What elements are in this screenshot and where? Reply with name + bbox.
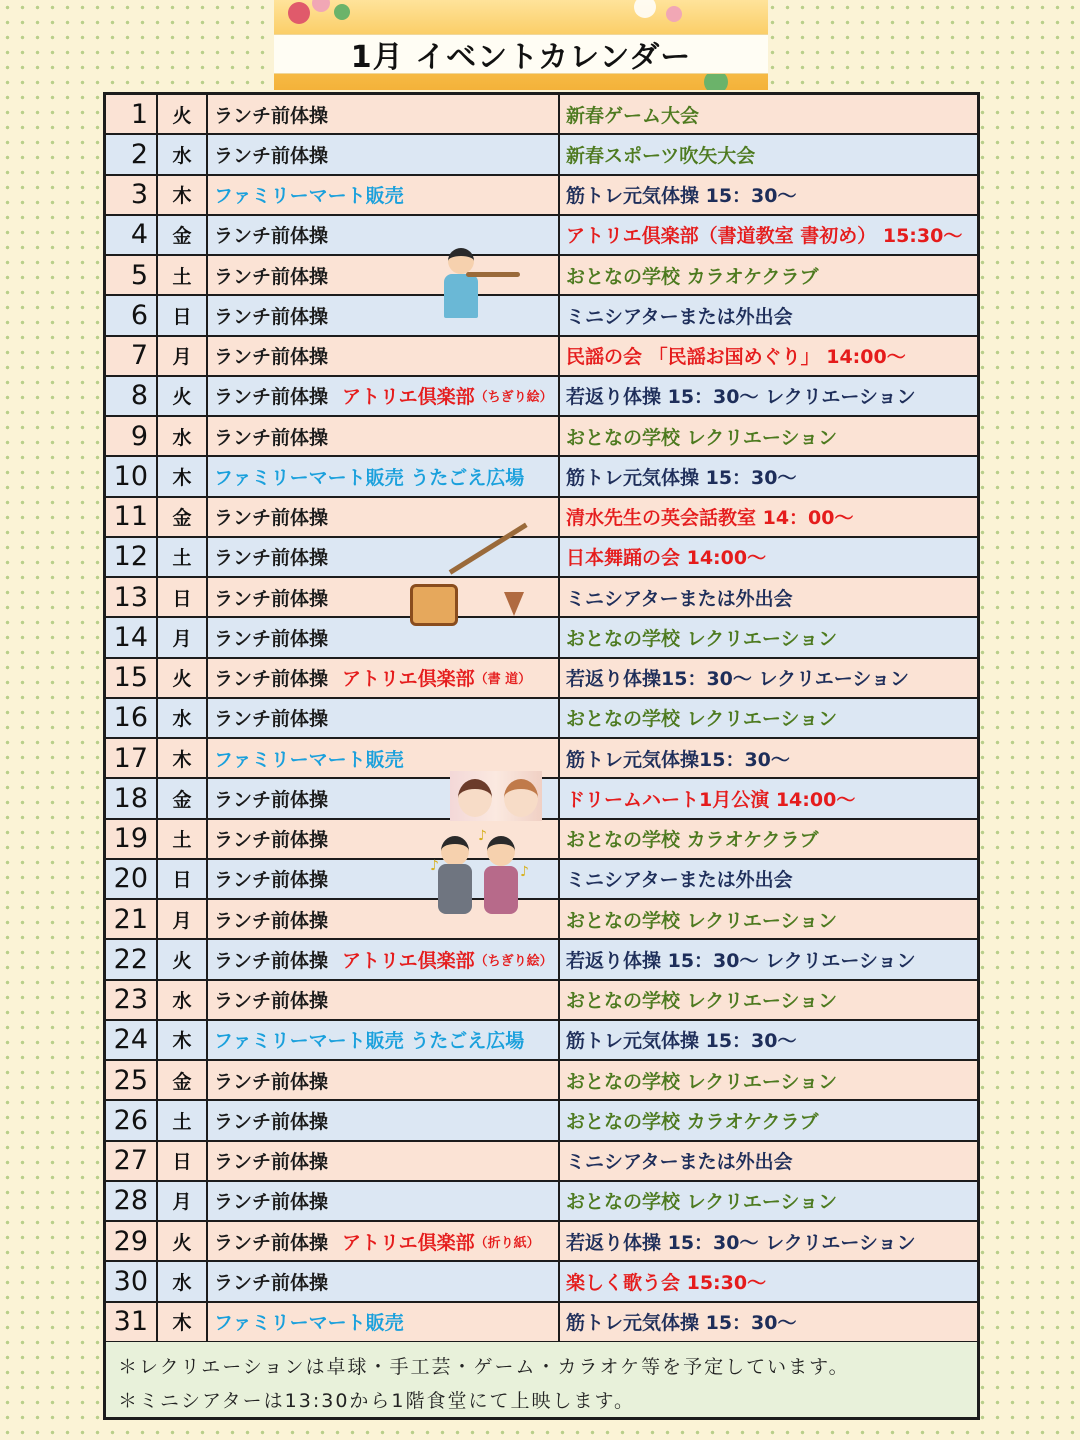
- calendar-row: [106, 1021, 977, 1061]
- afternoon-event: 新春ゲーム大会: [566, 104, 700, 127]
- weekday: 木: [158, 1021, 208, 1059]
- calendar-row: [106, 578, 977, 618]
- day-number: 22: [106, 940, 158, 978]
- morning-activity-label: ランチ前体操: [214, 668, 329, 691]
- day-number: 31: [106, 1303, 158, 1341]
- day-number: 10: [106, 457, 158, 495]
- afternoon-event: おとなの学校 レクリエーション: [566, 426, 838, 449]
- calendar-header: [274, 0, 768, 90]
- morning-activity-label: ランチ前体操: [214, 144, 329, 167]
- morning-activity: [208, 1142, 560, 1180]
- weekday: 水: [158, 1262, 208, 1300]
- day-number: 27: [106, 1142, 158, 1180]
- afternoon-event: ドリームハート1月公演 14:00～: [566, 788, 856, 811]
- musician-body: [444, 274, 478, 318]
- morning-activity-label: ランチ前体操: [214, 346, 329, 369]
- afternoon-event: ミニシアターまたは外出会: [566, 1151, 793, 1174]
- day-number: 29: [106, 1222, 158, 1260]
- calendar-row: [106, 820, 977, 860]
- weekday: 木: [158, 739, 208, 777]
- atelier-club-label: アトリエ倶楽部: [342, 386, 475, 409]
- shamisen-body: [410, 584, 458, 626]
- weekday: 火: [158, 659, 208, 697]
- atelier-club-label: アトリエ倶楽部: [342, 668, 475, 691]
- weekday: 火: [158, 377, 208, 415]
- calendar-row: [106, 618, 977, 658]
- morning-activity-label: ランチ前体操: [214, 1191, 329, 1214]
- performer-face: [504, 779, 538, 817]
- music-note-icon: ♪: [430, 858, 439, 874]
- morning-activity-label: ランチ前体操: [214, 708, 329, 731]
- singer-head: [441, 836, 469, 866]
- calendar-row: [106, 940, 977, 980]
- weekday: 日: [158, 296, 208, 334]
- calendar-row: [106, 296, 977, 336]
- day-number: 4: [106, 216, 158, 254]
- day-number: 11: [106, 498, 158, 536]
- day-number: 18: [106, 779, 158, 817]
- morning-activity-label: ファミリーマート販売 うたごえ広場: [214, 1030, 525, 1053]
- morning-activity-label: ファミリーマート販売 うたごえ広場: [214, 466, 525, 489]
- note-line: ＊ミニシアターは13:30から1階食堂にて上映します。: [118, 1390, 635, 1412]
- day-number: 8: [106, 377, 158, 415]
- calendar-row: [106, 538, 977, 578]
- afternoon-event: 筋トレ元気体操 15：30～: [566, 1030, 797, 1053]
- calendar-row: [106, 256, 977, 296]
- calendar-row: [106, 659, 977, 699]
- day-number: 25: [106, 1061, 158, 1099]
- morning-activity-label: ランチ前体操: [214, 507, 329, 530]
- day-number: 28: [106, 1182, 158, 1220]
- weekday: 火: [158, 940, 208, 978]
- morning-activity-label: ランチ前体操: [214, 305, 329, 328]
- weekday: 土: [158, 1101, 208, 1139]
- morning-activity-label: ランチ前体操: [214, 587, 329, 610]
- morning-activity: [208, 1303, 560, 1341]
- weekday: 月: [158, 337, 208, 375]
- weekday: 月: [158, 900, 208, 938]
- morning-activity-label: ランチ前体操: [214, 909, 329, 932]
- day-number: 16: [106, 699, 158, 737]
- weekday: 水: [158, 981, 208, 1019]
- morning-activity: [208, 377, 560, 415]
- day-number: 9: [106, 417, 158, 455]
- weekday: 木: [158, 176, 208, 214]
- calendar-row: [106, 900, 977, 940]
- calendar-row: [106, 1182, 977, 1222]
- calendar-row: [106, 1142, 977, 1182]
- weekday: 水: [158, 135, 208, 173]
- morning-activity: [208, 1262, 560, 1300]
- weekday: 火: [158, 95, 208, 133]
- day-number: 20: [106, 860, 158, 898]
- weekday: 火: [158, 1222, 208, 1260]
- morning-activity: [208, 176, 560, 214]
- atelier-club-detail: （ちぎり絵）: [474, 390, 553, 406]
- day-number: 24: [106, 1021, 158, 1059]
- morning-activity-label: ランチ前体操: [214, 426, 329, 449]
- weekday: 月: [158, 1182, 208, 1220]
- afternoon-event: 若返り体操 15：30～ レクリエーション: [566, 386, 916, 409]
- weekday: 金: [158, 216, 208, 254]
- flower-decoration: [634, 0, 656, 18]
- morning-activity: [208, 659, 560, 697]
- music-note-icon: ♪: [478, 828, 487, 844]
- afternoon-event: おとなの学校 レクリエーション: [566, 909, 838, 932]
- calendar-row: [106, 1101, 977, 1141]
- flower-decoration: [312, 0, 330, 12]
- day-number: 2: [106, 135, 158, 173]
- calendar-row: [106, 1222, 977, 1262]
- morning-activity: [208, 417, 560, 455]
- morning-activity: [208, 95, 560, 133]
- weekday: 土: [158, 256, 208, 294]
- afternoon-event: アトリエ倶楽部（書道教室 書初め） 15:30～: [566, 225, 963, 248]
- weekday: 金: [158, 498, 208, 536]
- afternoon-event: 筋トレ元気体操 15：30～: [566, 1312, 797, 1335]
- morning-activity-label: ランチ前体操: [214, 386, 329, 409]
- morning-activity: [208, 940, 560, 978]
- afternoon-event: ミニシアターまたは外出会: [566, 305, 793, 328]
- morning-activity: [208, 1061, 560, 1099]
- afternoon-event: 日本舞踊の会 14:00～: [566, 547, 767, 570]
- dream-heart-photo: [450, 771, 542, 821]
- singer-head: [487, 836, 515, 866]
- afternoon-event: おとなの学校 カラオケクラブ: [566, 1110, 819, 1133]
- day-number: 21: [106, 900, 158, 938]
- morning-activity: [208, 457, 560, 495]
- atelier-club-label: アトリエ倶楽部: [342, 1231, 475, 1254]
- performer-face: [458, 779, 492, 817]
- notes-box: [106, 1342, 977, 1420]
- singer-body: [484, 866, 518, 914]
- morning-activity-label: ランチ前体操: [214, 1151, 329, 1174]
- weekday: 水: [158, 699, 208, 737]
- weekday: 日: [158, 860, 208, 898]
- morning-activity: [208, 498, 560, 536]
- weekday: 日: [158, 578, 208, 616]
- calendar-row: [106, 135, 977, 175]
- morning-activity-label: ランチ前体操: [214, 1110, 329, 1133]
- flute-player-illustration: [440, 248, 524, 320]
- afternoon-event: おとなの学校 レクリエーション: [566, 627, 838, 650]
- weekday: 日: [158, 1142, 208, 1180]
- morning-activity-label: ファミリーマート販売: [214, 1312, 404, 1335]
- day-number: 14: [106, 618, 158, 656]
- event-calendar-table: [103, 92, 980, 1420]
- day-number: 15: [106, 659, 158, 697]
- morning-activity-label: ランチ前体操: [214, 829, 329, 852]
- calendar-row: [106, 216, 977, 256]
- morning-activity-label: ランチ前体操: [214, 990, 329, 1013]
- morning-activity: [208, 1021, 560, 1059]
- calendar-row: [106, 337, 977, 377]
- afternoon-event: おとなの学校 カラオケクラブ: [566, 265, 819, 288]
- afternoon-event: おとなの学校 レクリエーション: [566, 1191, 838, 1214]
- page-title: 1月 イベントカレンダー: [350, 40, 692, 75]
- afternoon-event: 楽しく歌う会 15:30～: [566, 1271, 767, 1294]
- day-number: 1: [106, 95, 158, 133]
- calendar-row: [106, 377, 977, 417]
- weekday: 金: [158, 779, 208, 817]
- afternoon-event: おとなの学校 カラオケクラブ: [566, 829, 819, 852]
- calendar-row: [106, 1262, 977, 1302]
- weekday: 木: [158, 1303, 208, 1341]
- afternoon-event: 若返り体操 15：30～ レクリエーション: [566, 1231, 916, 1254]
- morning-activity: [208, 981, 560, 1019]
- atelier-club-label: アトリエ倶楽部: [342, 949, 475, 972]
- flower-decoration: [288, 2, 310, 24]
- calendar-rows: [106, 95, 977, 1343]
- singers-illustration: [430, 828, 534, 918]
- music-note-icon: ♪: [520, 864, 529, 880]
- afternoon-event: 筋トレ元気体操 15：30～: [566, 466, 797, 489]
- musician-head: [448, 248, 474, 274]
- morning-activity: [208, 135, 560, 173]
- weekday: 土: [158, 820, 208, 858]
- calendar-row: [106, 1061, 977, 1101]
- weekday: 木: [158, 457, 208, 495]
- morning-activity-label: ランチ前体操: [214, 104, 329, 127]
- afternoon-event: おとなの学校 レクリエーション: [566, 990, 838, 1013]
- afternoon-event: 清水先生の英会話教室 14：00～: [566, 507, 854, 530]
- calendar-row: [106, 981, 977, 1021]
- morning-activity: [208, 1101, 560, 1139]
- afternoon-event: 民謡の会 「民謡お国めぐり」 14:00～: [566, 346, 906, 369]
- weekday: 月: [158, 618, 208, 656]
- calendar-row: [106, 417, 977, 457]
- day-number: 12: [106, 538, 158, 576]
- afternoon-event: 筋トレ元気体操 15：30～: [566, 185, 797, 208]
- calendar-row: [106, 860, 977, 900]
- weekday: 金: [158, 1061, 208, 1099]
- afternoon-event: おとなの学校 レクリエーション: [566, 708, 838, 731]
- calendar-row: [106, 699, 977, 739]
- afternoon-event: おとなの学校 レクリエーション: [566, 1070, 838, 1093]
- day-number: 19: [106, 820, 158, 858]
- weekday: 土: [158, 538, 208, 576]
- morning-activity: [208, 1222, 560, 1260]
- day-number: 3: [106, 176, 158, 214]
- morning-activity-label: ランチ前体操: [214, 265, 329, 288]
- day-number: 6: [106, 296, 158, 334]
- afternoon-event: 若返り体操15：30～ レクリエーション: [566, 668, 909, 691]
- morning-activity-label: ランチ前体操: [214, 1271, 329, 1294]
- morning-activity-label: ランチ前体操: [214, 627, 329, 650]
- morning-activity: [208, 1182, 560, 1220]
- note-line: ＊レクリエーションは卓球・手工芸・ゲーム・カラオケ等を予定しています。: [118, 1356, 850, 1378]
- day-number: 7: [106, 337, 158, 375]
- afternoon-event: 筋トレ元気体操15：30～: [566, 748, 790, 771]
- day-number: 13: [106, 578, 158, 616]
- morning-activity-label: ランチ前体操: [214, 949, 329, 972]
- atelier-club-detail: （書 道）: [474, 672, 532, 688]
- day-number: 5: [106, 256, 158, 294]
- atelier-club-detail: （ちぎり絵）: [474, 953, 553, 969]
- calendar-row: [106, 95, 977, 135]
- morning-activity: [208, 337, 560, 375]
- morning-activity-label: ファミリーマート販売: [214, 748, 404, 771]
- calendar-row: [106, 1303, 977, 1343]
- afternoon-event: 若返り体操 15：30～ レクリエーション: [566, 949, 916, 972]
- morning-activity-label: ランチ前体操: [214, 1231, 329, 1254]
- morning-activity-label: ファミリーマート販売: [214, 185, 404, 208]
- afternoon-event: 新春スポーツ吹矢大会: [566, 144, 756, 167]
- shamisen-illustration: [410, 542, 526, 638]
- morning-activity-label: ランチ前体操: [214, 788, 329, 811]
- flower-decoration: [666, 6, 682, 22]
- morning-activity: [208, 699, 560, 737]
- afternoon-event: ミニシアターまたは外出会: [566, 587, 793, 610]
- calendar-row: [106, 457, 977, 497]
- atelier-club-detail: （折り紙）: [474, 1235, 540, 1251]
- day-number: 17: [106, 739, 158, 777]
- morning-activity-label: ランチ前体操: [214, 869, 329, 892]
- day-number: 30: [106, 1262, 158, 1300]
- morning-activity-label: ランチ前体操: [214, 1070, 329, 1093]
- calendar-row: [106, 176, 977, 216]
- calendar-row: [106, 498, 977, 538]
- afternoon-event: ミニシアターまたは外出会: [566, 869, 793, 892]
- singer-body: [438, 864, 472, 914]
- leaf-decoration: [334, 4, 350, 20]
- flute-icon: [466, 272, 520, 277]
- morning-activity-label: ランチ前体操: [214, 547, 329, 570]
- weekday: 水: [158, 417, 208, 455]
- day-number: 26: [106, 1101, 158, 1139]
- plectrum-icon: [504, 592, 524, 616]
- morning-activity-label: ランチ前体操: [214, 225, 329, 248]
- day-number: 23: [106, 981, 158, 1019]
